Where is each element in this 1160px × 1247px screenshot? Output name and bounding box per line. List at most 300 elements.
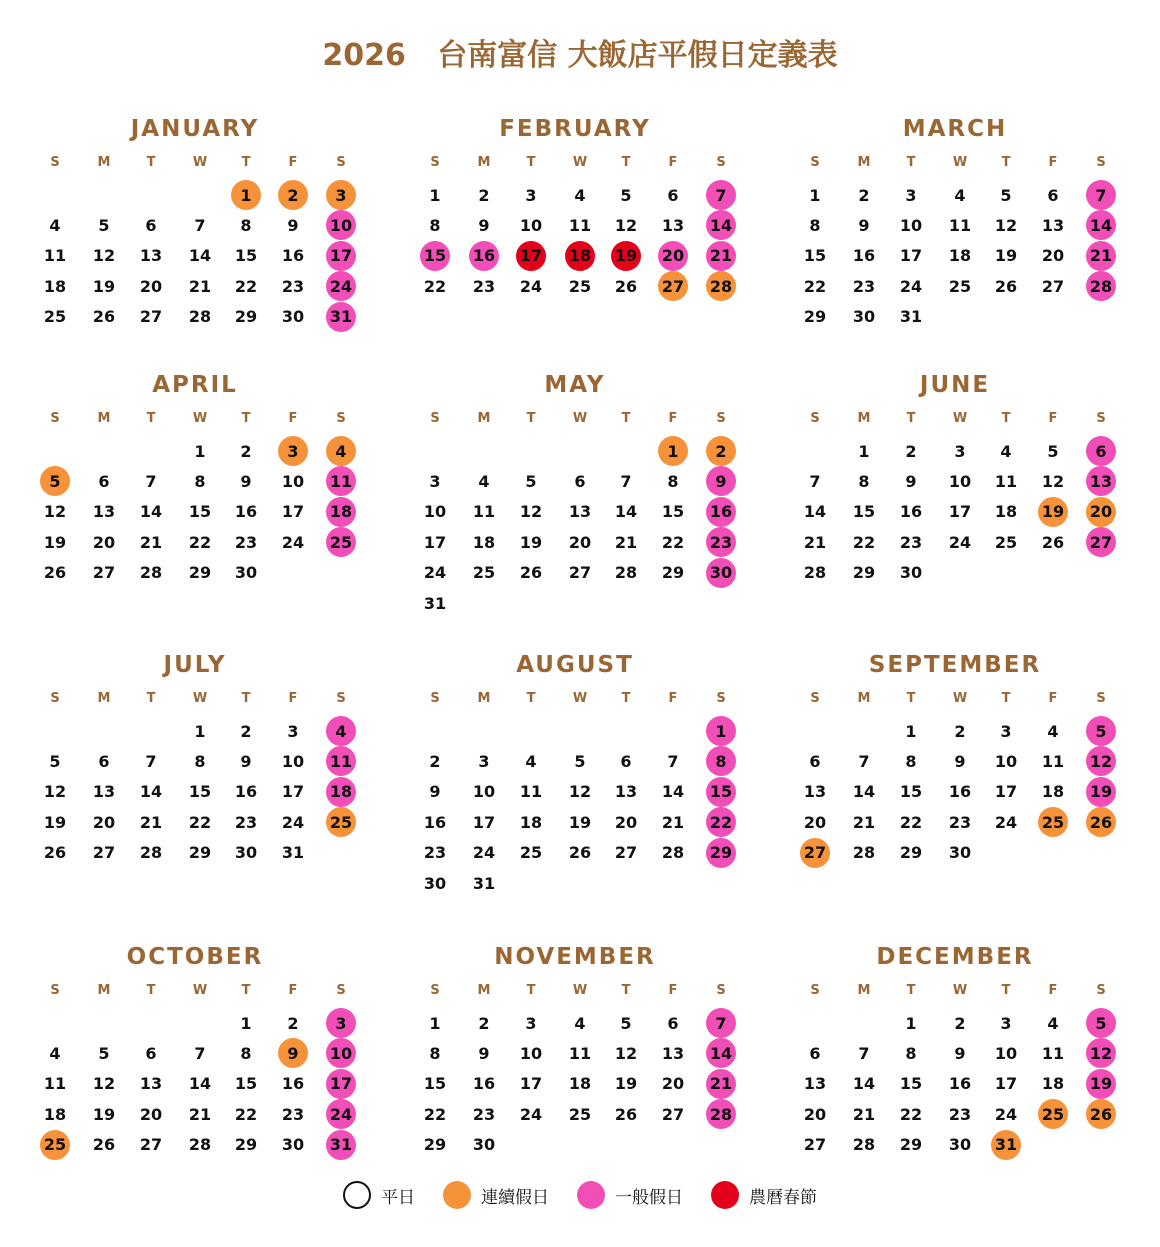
day-cell-weekday: 19 [92, 276, 116, 296]
day-cell-weekday: 24 [519, 1104, 543, 1124]
day-cell-weekday: 1 [194, 441, 206, 461]
day-cell-weekday: 23 [423, 843, 447, 863]
day-cell-general: 5 [1086, 1008, 1116, 1038]
day-cell-weekday: 16 [423, 812, 447, 832]
weekday-header: S [810, 691, 820, 706]
day-cell-weekday: 11 [519, 782, 543, 802]
weekday-header: W [572, 983, 588, 998]
day-cell-weekday: 17 [281, 502, 305, 522]
day-cell-weekday: 2 [905, 441, 917, 461]
weekday-header: S [336, 411, 346, 426]
day-cell-consec: 31 [991, 1130, 1021, 1160]
day-cell-consec: 25 [1038, 1099, 1068, 1129]
day-cell-weekday: 18 [519, 812, 543, 832]
weekday-header: W [192, 983, 208, 998]
day-cell-general: 24 [326, 271, 356, 301]
day-cell-general: 19 [1086, 777, 1116, 807]
weekday-header: T [1001, 691, 1011, 706]
day-cell-weekday: 11 [568, 215, 592, 235]
day-cell-weekday: 12 [519, 502, 543, 522]
day-cell-weekday: 15 [899, 1074, 923, 1094]
day-cell-weekday: 14 [188, 1074, 212, 1094]
day-cell-weekday: 24 [994, 812, 1018, 832]
day-cell-weekday: 19 [519, 532, 543, 552]
day-cell-weekday: 10 [519, 215, 543, 235]
day-cell-weekday: 20 [92, 812, 116, 832]
day-cell-weekday: 9 [240, 751, 252, 771]
day-cell-weekday: 1 [240, 1013, 252, 1033]
day-cell-consec: 27 [658, 271, 688, 301]
weekday-header: T [1001, 983, 1011, 998]
weekday-header: S [336, 155, 346, 170]
weekday-header: F [288, 411, 298, 426]
day-cell-weekday: 23 [281, 276, 305, 296]
page-title: 2026 台南富信 大飯店平假日定義表 [322, 38, 838, 73]
day-cell-weekday: 24 [423, 563, 447, 583]
day-cell-weekday: 28 [139, 843, 163, 863]
day-cell-cny: 19 [611, 241, 641, 271]
legend-item-general [577, 1181, 683, 1209]
day-cell-weekday: 1 [905, 1013, 917, 1033]
day-cell-weekday: 12 [1041, 471, 1065, 491]
weekday-header: M [97, 411, 111, 426]
day-cell-weekday: 6 [667, 185, 679, 205]
day-cell-general: 9 [706, 466, 736, 496]
day-cell-weekday: 12 [614, 1043, 638, 1063]
day-cell-weekday: 28 [852, 843, 876, 863]
weekday-header: S [336, 983, 346, 998]
weekday-header: S [1096, 983, 1106, 998]
weekday-header: W [952, 155, 968, 170]
weekday-header: T [1001, 155, 1011, 170]
day-cell-weekday: 7 [194, 1043, 206, 1063]
day-cell-weekday: 27 [661, 1104, 685, 1124]
day-cell-weekday: 22 [899, 1104, 923, 1124]
day-cell-weekday: 16 [948, 782, 972, 802]
day-cell-weekday: 21 [614, 532, 638, 552]
day-cell-general: 12 [1086, 1038, 1116, 1068]
day-cell-weekday: 2 [240, 721, 252, 741]
day-cell-weekday: 25 [568, 276, 592, 296]
day-cell-weekday: 26 [568, 843, 592, 863]
day-cell-weekday: 13 [661, 215, 685, 235]
day-cell-general: 15 [420, 241, 450, 271]
day-cell-general: 10 [326, 210, 356, 240]
month-name: JULY [163, 652, 227, 678]
day-cell-general: 21 [706, 1069, 736, 1099]
day-cell-weekday: 3 [525, 1013, 537, 1033]
day-cell-weekday: 27 [92, 843, 116, 863]
day-cell-weekday: 7 [667, 751, 679, 771]
weekday-header: T [241, 983, 251, 998]
day-cell-weekday: 17 [423, 532, 447, 552]
day-cell-weekday: 17 [281, 782, 305, 802]
day-cell-weekday: 14 [139, 502, 163, 522]
day-cell-weekday: 8 [240, 1043, 252, 1063]
weekday-header: M [857, 411, 871, 426]
day-cell-weekday: 22 [234, 1104, 258, 1124]
weekday-header: M [477, 691, 491, 706]
day-cell-weekday: 8 [194, 751, 206, 771]
day-cell-weekday: 30 [472, 1135, 496, 1155]
day-cell-weekday: 4 [525, 751, 537, 771]
day-cell-weekday: 18 [43, 276, 67, 296]
day-cell-weekday: 8 [194, 471, 206, 491]
day-cell-general: 16 [706, 497, 736, 527]
day-cell-weekday: 3 [1000, 721, 1012, 741]
day-cell-weekday: 19 [614, 1074, 638, 1094]
day-cell-consec: 1 [231, 180, 261, 210]
day-cell-consec: 4 [326, 436, 356, 466]
day-cell-weekday: 16 [281, 246, 305, 266]
day-cell-weekday: 25 [948, 276, 972, 296]
day-cell-weekday: 7 [145, 751, 157, 771]
day-cell-weekday: 16 [281, 1074, 305, 1094]
weekday-header: F [288, 691, 298, 706]
day-cell-weekday: 2 [858, 185, 870, 205]
day-cell-general: 23 [706, 527, 736, 557]
weekday-header: T [906, 411, 916, 426]
weekday-header: F [1048, 983, 1058, 998]
day-cell-weekday: 13 [92, 502, 116, 522]
day-cell-weekday: 9 [954, 751, 966, 771]
day-cell-weekday: 1 [905, 721, 917, 741]
weekday-header: T [526, 411, 536, 426]
day-cell-weekday: 15 [803, 246, 827, 266]
weekday-header: W [572, 691, 588, 706]
day-cell-weekday: 30 [423, 873, 447, 893]
day-cell-weekday: 2 [954, 1013, 966, 1033]
day-cell-weekday: 19 [43, 812, 67, 832]
day-cell-weekday: 30 [948, 1135, 972, 1155]
weekday-header: S [716, 411, 726, 426]
day-cell-general: 5 [1086, 716, 1116, 746]
day-cell-weekday: 24 [899, 276, 923, 296]
day-cell-weekday: 22 [661, 532, 685, 552]
day-cell-weekday: 5 [1000, 185, 1012, 205]
day-cell-weekday: 20 [803, 1104, 827, 1124]
weekday-header: T [146, 155, 156, 170]
day-cell-weekday: 6 [98, 751, 110, 771]
day-cell-weekday: 29 [803, 307, 827, 327]
day-cell-weekday: 26 [614, 276, 638, 296]
day-cell-general: 28 [706, 1099, 736, 1129]
weekday-header: T [1001, 411, 1011, 426]
day-cell-general: 7 [1086, 180, 1116, 210]
day-cell-consec: 27 [800, 838, 830, 868]
day-cell-general: 1 [706, 716, 736, 746]
weekday-header: T [621, 411, 631, 426]
day-cell-weekday: 6 [145, 215, 157, 235]
day-cell-weekday: 6 [809, 1043, 821, 1063]
day-cell-general: 14 [1086, 210, 1116, 240]
weekday-header: S [810, 411, 820, 426]
weekday-header: S [1096, 411, 1106, 426]
day-cell-consec: 3 [326, 180, 356, 210]
day-cell-weekday: 17 [948, 502, 972, 522]
day-cell-weekday: 11 [568, 1043, 592, 1063]
day-cell-weekday: 1 [809, 185, 821, 205]
day-cell-weekday: 28 [661, 843, 685, 863]
day-cell-weekday: 26 [519, 563, 543, 583]
day-cell-weekday: 29 [661, 563, 685, 583]
day-cell-weekday: 4 [954, 185, 966, 205]
day-cell-consec: 26 [1086, 807, 1116, 837]
day-cell-weekday: 17 [994, 782, 1018, 802]
month-name: FEBRUARY [499, 116, 651, 142]
day-cell-weekday: 24 [948, 532, 972, 552]
day-cell-weekday: 8 [809, 215, 821, 235]
day-cell-weekday: 7 [858, 751, 870, 771]
day-cell-weekday: 30 [899, 563, 923, 583]
day-cell-weekday: 23 [472, 1104, 496, 1124]
day-cell-weekday: 9 [240, 471, 252, 491]
weekday-header: M [97, 691, 111, 706]
day-cell-weekday: 14 [852, 782, 876, 802]
day-cell-weekday: 10 [281, 471, 305, 491]
day-cell-weekday: 9 [429, 782, 441, 802]
day-cell-weekday: 18 [43, 1104, 67, 1124]
day-cell-weekday: 19 [568, 812, 592, 832]
day-cell-general: 21 [706, 241, 736, 271]
weekday-header: F [668, 691, 678, 706]
day-cell-weekday: 22 [423, 276, 447, 296]
day-cell-weekday: 24 [472, 843, 496, 863]
day-cell-general: 31 [326, 1130, 356, 1160]
day-cell-weekday: 4 [1047, 721, 1059, 741]
day-cell-weekday: 16 [852, 246, 876, 266]
day-cell-consec: 25 [326, 807, 356, 837]
day-cell-weekday: 1 [194, 721, 206, 741]
day-cell-weekday: 3 [905, 185, 917, 205]
day-cell-weekday: 11 [472, 502, 496, 522]
day-cell-weekday: 8 [667, 471, 679, 491]
day-cell-weekday: 23 [899, 532, 923, 552]
day-cell-consec: 26 [1086, 1099, 1116, 1129]
weekday-header: F [1048, 691, 1058, 706]
day-cell-weekday: 9 [478, 215, 490, 235]
day-cell-weekday: 13 [92, 782, 116, 802]
day-cell-weekday: 29 [234, 307, 258, 327]
day-cell-weekday: 13 [661, 1043, 685, 1063]
day-cell-weekday: 6 [98, 471, 110, 491]
day-cell-weekday: 4 [49, 215, 61, 235]
day-cell-weekday: 26 [614, 1104, 638, 1124]
weekday-header: S [1096, 155, 1106, 170]
legend-item-weekday [343, 1181, 415, 1209]
day-cell-weekday: 24 [519, 276, 543, 296]
day-cell-weekday: 26 [43, 843, 67, 863]
day-cell-weekday: 26 [92, 1135, 116, 1155]
weekday-header: W [952, 983, 968, 998]
day-cell-weekday: 4 [1047, 1013, 1059, 1033]
weekday-header: T [526, 983, 536, 998]
day-cell-weekday: 3 [954, 441, 966, 461]
day-cell-weekday: 21 [139, 812, 163, 832]
day-cell-general: 14 [706, 1038, 736, 1068]
day-cell-weekday: 20 [1041, 246, 1065, 266]
day-cell-weekday: 12 [568, 782, 592, 802]
day-cell-weekday: 28 [188, 307, 212, 327]
day-cell-weekday: 14 [139, 782, 163, 802]
day-cell-weekday: 11 [1041, 751, 1065, 771]
day-cell-weekday: 30 [281, 307, 305, 327]
weekday-header: M [857, 983, 871, 998]
day-cell-weekday: 23 [281, 1104, 305, 1124]
legend-swatch-consec [443, 1181, 471, 1209]
day-cell-weekday: 16 [472, 1074, 496, 1094]
day-cell-weekday: 10 [472, 782, 496, 802]
day-cell-weekday: 22 [188, 812, 212, 832]
day-cell-weekday: 3 [429, 471, 441, 491]
day-cell-weekday: 27 [139, 307, 163, 327]
legend-swatch-cny [711, 1181, 739, 1209]
legend-item-consec [443, 1181, 549, 1209]
day-cell-weekday: 14 [803, 502, 827, 522]
day-cell-weekday: 27 [614, 843, 638, 863]
day-cell-weekday: 29 [852, 563, 876, 583]
day-cell-weekday: 25 [994, 532, 1018, 552]
day-cell-weekday: 26 [994, 276, 1018, 296]
day-cell-general: 16 [469, 241, 499, 271]
day-cell-weekday: 22 [423, 1104, 447, 1124]
day-cell-weekday: 20 [803, 812, 827, 832]
day-cell-weekday: 12 [43, 782, 67, 802]
day-cell-weekday: 24 [994, 1104, 1018, 1124]
day-cell-weekday: 12 [92, 1074, 116, 1094]
weekday-header: S [50, 411, 60, 426]
day-cell-weekday: 6 [809, 751, 821, 771]
day-cell-consec: 2 [278, 180, 308, 210]
legend-label: 平日 [381, 1187, 415, 1208]
day-cell-weekday: 13 [139, 246, 163, 266]
weekday-header: T [621, 155, 631, 170]
day-cell-weekday: 22 [899, 812, 923, 832]
day-cell-weekday: 12 [614, 215, 638, 235]
day-cell-weekday: 25 [519, 843, 543, 863]
weekday-header: S [430, 691, 440, 706]
day-cell-general: 24 [326, 1099, 356, 1129]
weekday-header: S [50, 155, 60, 170]
day-cell-weekday: 5 [98, 1043, 110, 1063]
day-cell-weekday: 5 [525, 471, 537, 491]
month-name: JANUARY [130, 116, 260, 142]
day-cell-weekday: 7 [194, 215, 206, 235]
day-cell-weekday: 2 [287, 1013, 299, 1033]
day-cell-weekday: 21 [661, 812, 685, 832]
weekday-header: F [668, 411, 678, 426]
weekday-header: S [716, 155, 726, 170]
day-cell-weekday: 12 [43, 502, 67, 522]
day-cell-weekday: 23 [472, 276, 496, 296]
day-cell-weekday: 27 [568, 563, 592, 583]
month-name: JUNE [919, 372, 991, 398]
day-cell-weekday: 1 [858, 441, 870, 461]
weekday-header: S [1096, 691, 1106, 706]
month-name: DECEMBER [876, 944, 1034, 970]
day-cell-weekday: 7 [858, 1043, 870, 1063]
day-cell-weekday: 6 [574, 471, 586, 491]
day-cell-general: 31 [326, 302, 356, 332]
day-cell-weekday: 11 [43, 246, 67, 266]
day-cell-general: 22 [706, 807, 736, 837]
day-cell-consec: 25 [1038, 807, 1068, 837]
day-cell-general: 30 [706, 558, 736, 588]
day-cell-weekday: 23 [234, 812, 258, 832]
weekday-header: W [572, 411, 588, 426]
day-cell-weekday: 20 [139, 276, 163, 296]
day-cell-weekday: 3 [525, 185, 537, 205]
day-cell-weekday: 19 [92, 1104, 116, 1124]
day-cell-weekday: 9 [954, 1043, 966, 1063]
day-cell-consec: 1 [658, 436, 688, 466]
weekday-header: M [477, 155, 491, 170]
day-cell-weekday: 19 [43, 532, 67, 552]
weekday-header: S [430, 411, 440, 426]
day-cell-weekday: 4 [478, 471, 490, 491]
day-cell-weekday: 9 [478, 1043, 490, 1063]
day-cell-weekday: 25 [568, 1104, 592, 1124]
day-cell-weekday: 18 [1041, 782, 1065, 802]
month-name: OCTOBER [126, 944, 264, 970]
legend-label: 連續假日 [481, 1187, 549, 1208]
legend-label: 一般假日 [615, 1187, 683, 1208]
weekday-header: S [50, 691, 60, 706]
day-cell-weekday: 13 [803, 782, 827, 802]
day-cell-general: 7 [706, 180, 736, 210]
day-cell-weekday: 14 [852, 1074, 876, 1094]
day-cell-weekday: 2 [478, 185, 490, 205]
weekday-header: T [241, 155, 251, 170]
legend-swatch-weekday [343, 1181, 371, 1209]
day-cell-weekday: 28 [852, 1135, 876, 1155]
weekday-header: M [857, 691, 871, 706]
day-cell-weekday: 5 [98, 215, 110, 235]
day-cell-general: 17 [326, 1069, 356, 1099]
day-cell-weekday: 30 [948, 843, 972, 863]
day-cell-weekday: 14 [614, 502, 638, 522]
day-cell-weekday: 6 [1047, 185, 1059, 205]
weekday-header: T [146, 983, 156, 998]
day-cell-weekday: 8 [240, 215, 252, 235]
day-cell-cny: 17 [516, 241, 546, 271]
day-cell-consec: 28 [706, 271, 736, 301]
weekday-header: T [906, 691, 916, 706]
weekday-header: F [668, 155, 678, 170]
day-cell-weekday: 17 [519, 1074, 543, 1094]
day-cell-general: 8 [706, 746, 736, 776]
weekday-header: T [621, 691, 631, 706]
weekday-header: T [241, 411, 251, 426]
weekday-header: F [288, 155, 298, 170]
weekday-header: S [336, 691, 346, 706]
month-name: APRIL [152, 372, 238, 398]
day-cell-weekday: 9 [858, 215, 870, 235]
day-cell-weekday: 22 [803, 276, 827, 296]
day-cell-weekday: 16 [234, 782, 258, 802]
day-cell-consec: 2 [706, 436, 736, 466]
day-cell-weekday: 23 [948, 1104, 972, 1124]
day-cell-weekday: 21 [852, 1104, 876, 1124]
weekday-header: S [50, 983, 60, 998]
day-cell-weekday: 28 [614, 563, 638, 583]
weekday-header: S [810, 983, 820, 998]
day-cell-weekday: 29 [188, 843, 212, 863]
day-cell-weekday: 8 [858, 471, 870, 491]
weekday-header: T [146, 411, 156, 426]
day-cell-weekday: 22 [852, 532, 876, 552]
day-cell-weekday: 20 [139, 1104, 163, 1124]
